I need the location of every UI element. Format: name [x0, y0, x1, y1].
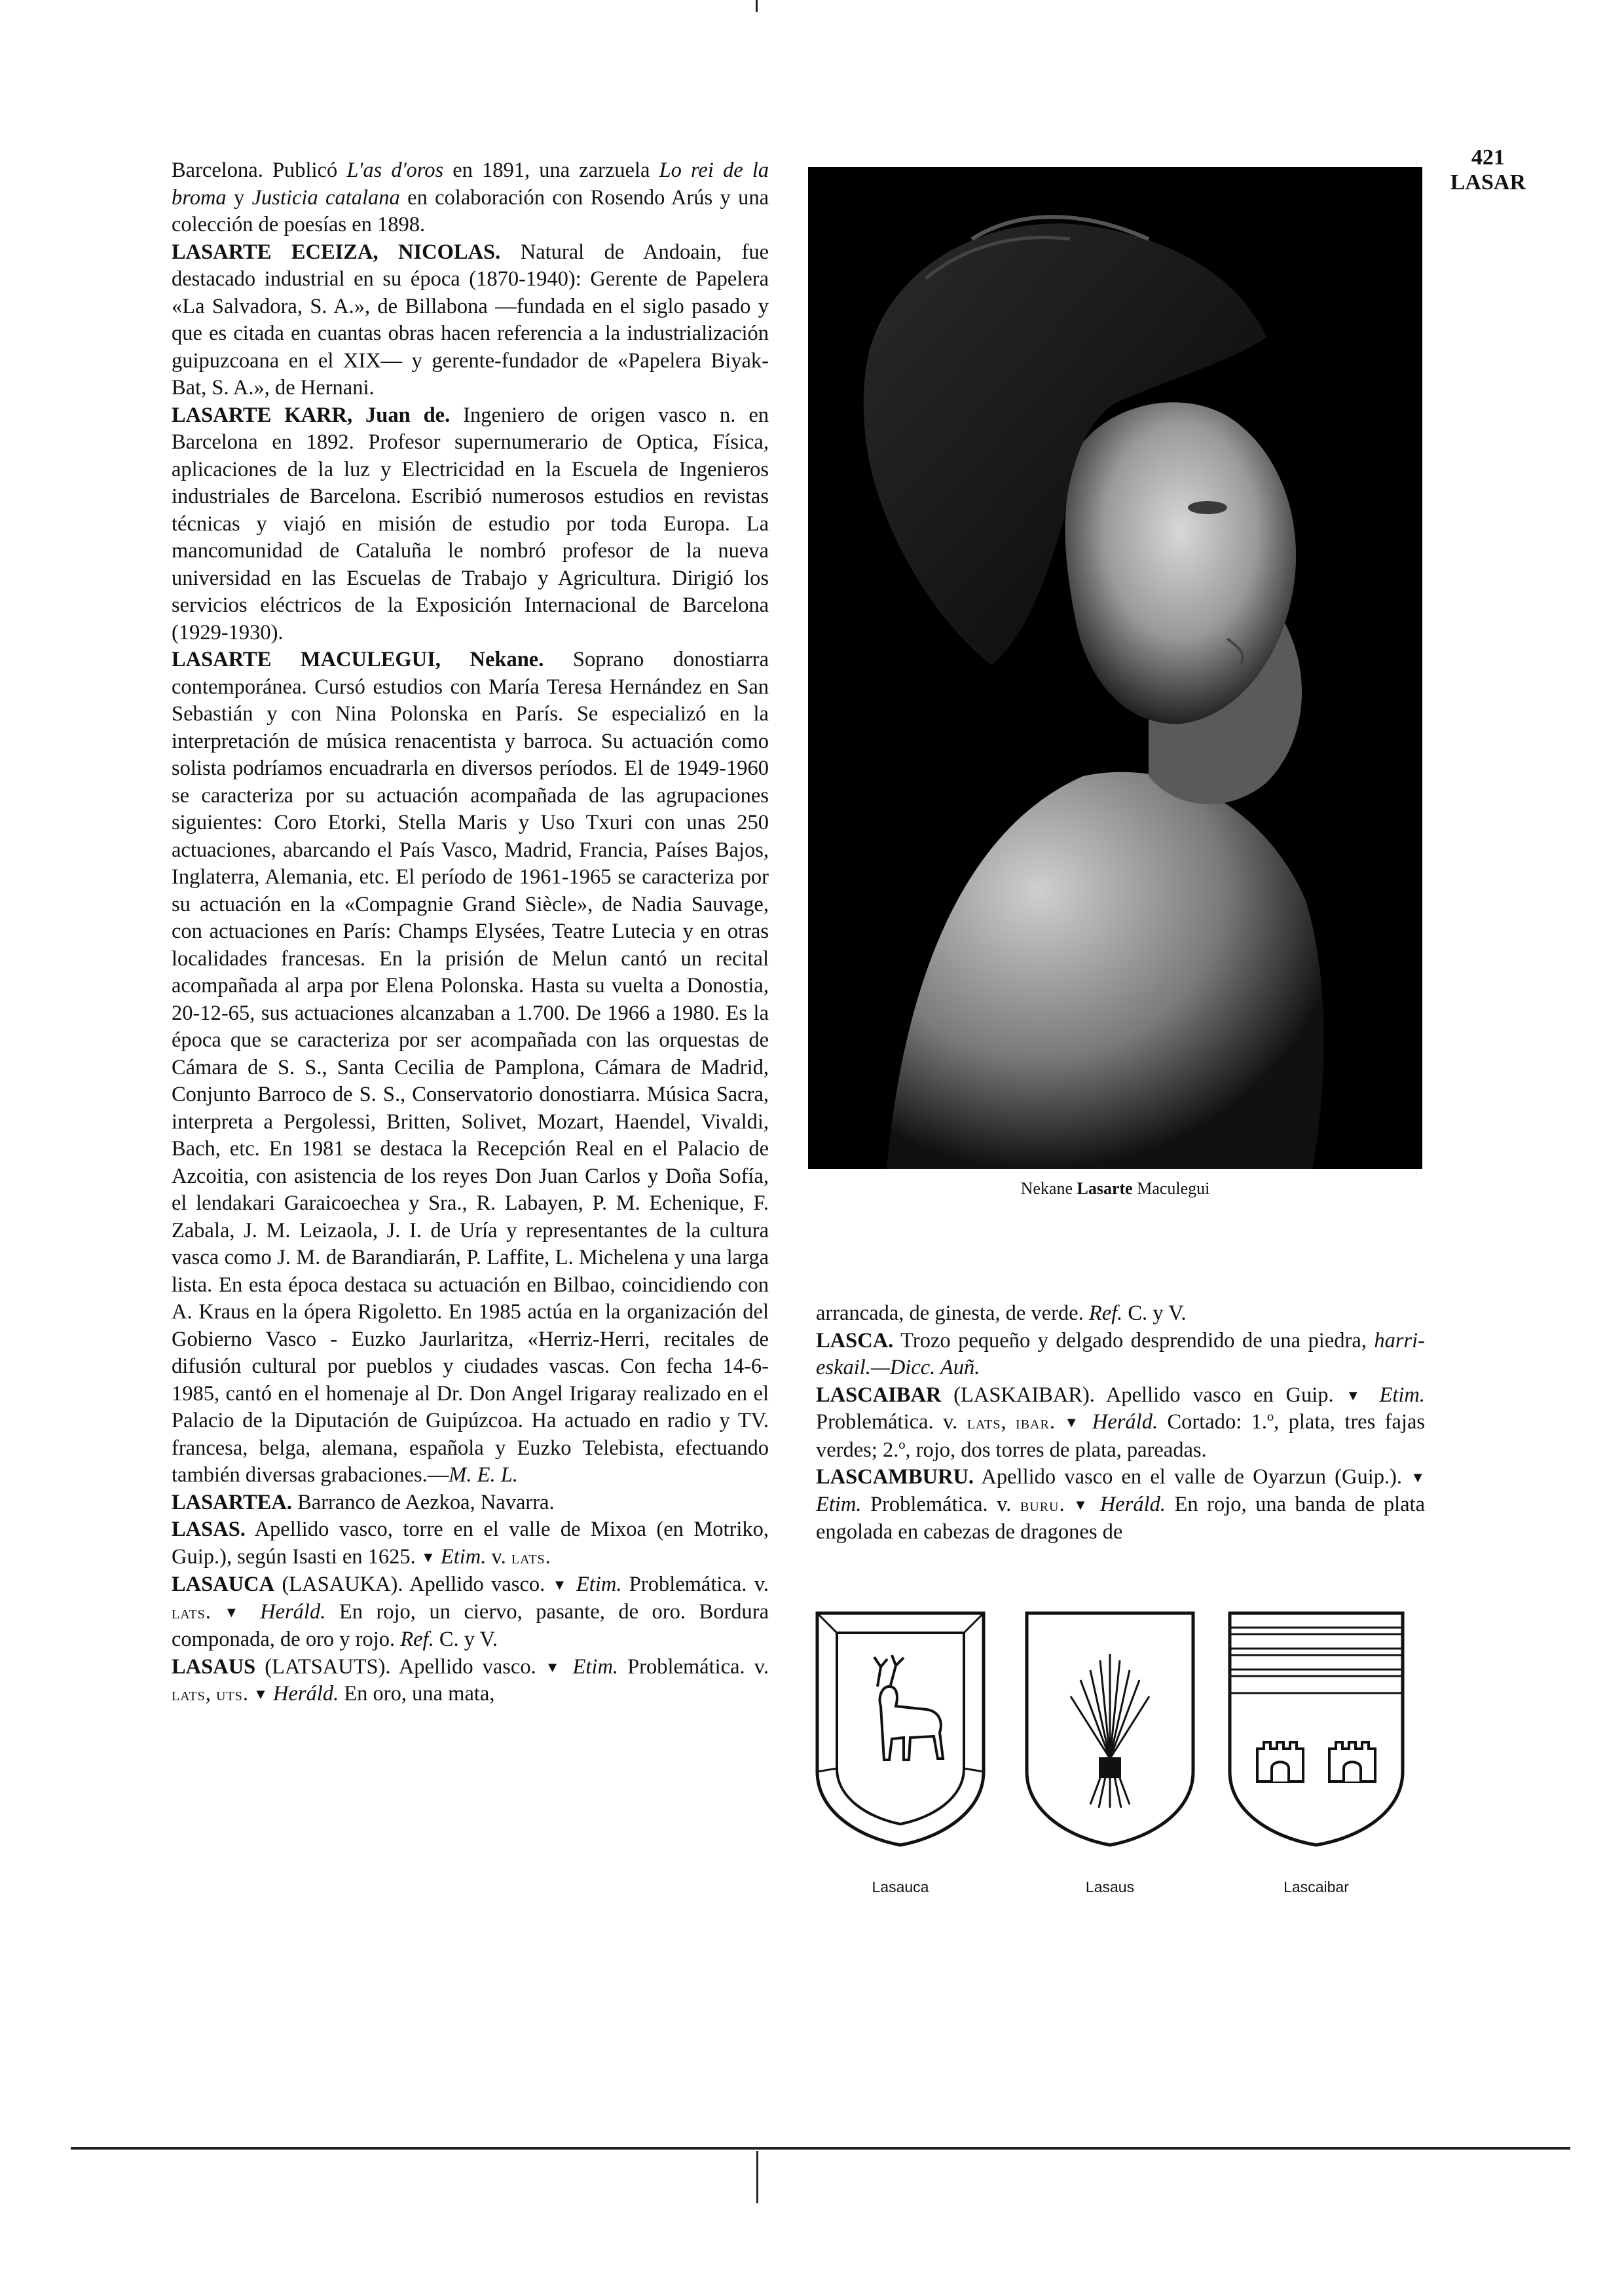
portrait-photo — [808, 167, 1422, 1169]
left-column — [172, 157, 769, 1709]
entry-headword: LASCAMBURU. — [816, 1465, 974, 1489]
deer-coat-of-arms-icon — [812, 1608, 989, 1850]
entry-headword: LASARTEA. — [172, 1490, 292, 1514]
footer-margin-mark — [756, 2151, 758, 2203]
entry-continuation: arrancada, de ginesta, de verde. Ref. C. y V. — [816, 1301, 1187, 1325]
portrait-image — [808, 167, 1422, 1169]
arrow-down-icon: ▼ — [224, 1603, 247, 1620]
arrow-down-icon: ▼ — [1064, 1414, 1083, 1430]
arrow-down-icon: ▼ — [1346, 1387, 1367, 1404]
entry-lascamburu: LASCAMBURU. Apellido vasco en el valle de Oyarzun (Guip.). ▼ Etim. Problemática. v. buru. ▼ Heráld. En rojo, una banda de plata engolada en cabezas de dragones de — [816, 1465, 1426, 1544]
towers-coat-of-arms-icon — [1225, 1608, 1408, 1850]
entry-lasauca: LASAUCA (LASAUKA). Apellido vasco. ▼ Etim. Problemática. v. lats. ▼ Heráld. En rojo, un ciervo, pasante, de oro. Bordura componada, de oro y rojo. Ref. C. y V. — [172, 1573, 769, 1651]
entry-headword: LASARTE MACULEGUI, Nekane. — [172, 648, 544, 671]
arrow-down-icon: ▼ — [552, 1577, 569, 1593]
shield-lascaibar — [1225, 1608, 1408, 1850]
right-column — [816, 1300, 1425, 1546]
arrow-down-icon: ▼ — [253, 1686, 268, 1702]
arrow-down-icon: ▼ — [1073, 1496, 1092, 1513]
entry-lasas: LASAS. Apellido vasco, torre en el valle de Mixoa (en Motriko, Guip.), según Isasti en 1625. ▼ Etim. v. lats. — [172, 1518, 769, 1569]
entry-continuation: Barcelona. Publicó L'as d'oros en 1891, una zarzuela Lo rei de la broma y Justicia catalana en colaboración con Rosendo Arús y una colección de poesías en 1898. — [172, 159, 769, 236]
entry-lasca: LASCA. Trozo pequeño y delgado desprendido de una piedra, harri-eskail.—Dicc. Auñ. — [816, 1328, 1425, 1379]
page-number: 421 — [1471, 145, 1505, 170]
arrow-down-icon: ▼ — [420, 1548, 435, 1565]
entry-headword: LASARTE ECEIZA, NICOLAS. — [172, 240, 501, 264]
shield-lasaus — [1022, 1608, 1198, 1850]
footer-rule — [71, 2147, 1570, 2150]
arrow-down-icon: ▼ — [1411, 1469, 1425, 1485]
entry-lasarte-maculegui: LASARTE MACULEGUI, Nekane. Soprano donostiarra contemporánea. Cursó estudios con María Teresa Hernández en San Sebastián y con Nina Polonska en París. Se especializó en la interpretación de música renacentista y barroca. Su actuación como solista podríamos encuadrarla en diversos períodos. El de 1949-1960 se caracteriza por su actuación acompañada de las agrupaciones siguientes: Coro Etorki, Stella Maris y Uso Txuri con unas 250 actuaciones, abarcando el País Vasco, Madrid, Francia, Países Bajos, Inglaterra, Alemania, etc. El período de 1961-1965 se caracteriza por su actuación en la «Compagnie Grand Siècle», de Nadia Sauvage, con actuaciones en París: Champs Elysées, Teatre Lutecia y en otras localidades francesas. En la prisión de Melun cantó un recital acompañada al arpa por Elena Polonska. Hasta su vuelta a Donostia, 20-12-65, sus actuaciones alcanzaban a 1.700. De 1966 a 1980. Es la época que se caracteriza por ser acompañada con las orquestas de Cámara de S. S., Santa Cecilia de Pamplona, Cámara de Madrid, Conjunto Barroco de S. S., Conservatorio donostiarra. Música Sacra, interpreta a Pergolessi, Britten, Solivet, Mozart, Haendel, Vivaldi, Bach, etc. En 1981 se destaca la Recepción Real en el Palacio de Azcoitia, con asistencia de los reyes Don Juan Carlos y Doña Sofía, el lendakari Garaicoechea y Sra., R. Labayen, P. M. Echenique, F. Zabala, J. M. Leizaola, J. I. de Uría y representantes de la cultura vasca como J. M. de Barandiarán, P. Laffite, L. Michelena y una larga lista. En esta época destaca su actuación en Bilbao, coincidiendo con A. Kraus en la ópera Rigoletto. En 1985 actúa en la organización del Gobierno Vasco - Euzko Jaurlaritza, «Herriz-Herri, recitales de difusión cultural por pueblos y ciudades vascas. Con fecha 14-6-1985, cantó en el homenaje al Dr. Don Angel Irigaray realizado en el Palacio de la Diputación de Guipúzcoa. Ha actuado en radio y TV. francesa, belga, alemana, española y Euzko Telebista, efectuando también diversas grabaciones.—M. E. L. — [172, 648, 769, 1487]
shield-label-lasaus: Lasaus — [1085, 1878, 1135, 1895]
entry-headword: LASAS. — [172, 1518, 246, 1541]
photo-caption: Nekane Lasarte Maculegui — [1020, 1179, 1210, 1198]
entry-headword: LASARTE KARR, Juan de. — [172, 403, 451, 427]
page-header — [1450, 145, 1526, 195]
entry-headword: LASCAIBAR — [816, 1383, 942, 1407]
entry-lascaibar: LASCAIBAR (LASKAIBAR). Apellido vasco en Guip. ▼ Etim. Problemática. v. lats, ibar. ▼ Heráld. Cortado: 1.º, plata, tres fajas verdes; 2.º, rojo, dos torres de plata, pareadas. — [816, 1383, 1426, 1462]
entry-lasarte-karr: LASARTE KARR, Juan de. Ingeniero de origen vasco n. en Barcelona en 1892. Profesor supernumerario de Optica, Física, aplicaciones de la luz y Electricidad en la Escuela de Ingenieros industriales de Barcelona. Escribió numerosos estudios en revistas técnicas y viajó en misión de estudio por toda Europa. La mancomunidad de Cataluña le nombró profesor de la nueva universidad en las Escuelas de Trabajo y Agricultura. Dirigió los servicios eléctricos de la Exposición Internacional de Barcelona (1929-1930). — [172, 403, 769, 644]
shield-lasauca — [812, 1608, 989, 1850]
top-margin-mark — [756, 0, 758, 12]
broom-plant-coat-of-arms-icon — [1022, 1608, 1198, 1850]
entry-lasarte-eceiza: LASARTE ECEIZA, NICOLAS. Natural de Andoain, fue destacado industrial en su época (1870-1940): Gerente de Papelera «La Salvadora, S. A.», de Billabona —fundada en el siglo pasado y que es citada en cuantas obras hacen referencia a la industrialización guipuzcoana en el XIX— y gerente-fundador de «Papelera Biyak-Bat, S. A.», de Hernani. — [172, 240, 769, 400]
shield-label-lascaibar: Lascaibar — [1283, 1878, 1349, 1895]
running-head: LASAR — [1450, 170, 1526, 195]
shield-label-lasauca: Lasauca — [872, 1878, 929, 1895]
entry-headword: LASCA. — [816, 1328, 894, 1353]
entry-headword: LASAUCA — [172, 1573, 275, 1596]
entry-headword: LASAUS — [172, 1654, 256, 1679]
entry-lasaus: LASAUS (LATSAUTS). Apellido vasco. ▼ Etim. Problemática. v. lats, uts. ▼ Heráld. En oro, una mata, — [172, 1654, 769, 1706]
arrow-down-icon: ▼ — [545, 1658, 564, 1675]
entry-lasartea: LASARTEA. Barranco de Aezkoa, Navarra. — [172, 1490, 555, 1514]
